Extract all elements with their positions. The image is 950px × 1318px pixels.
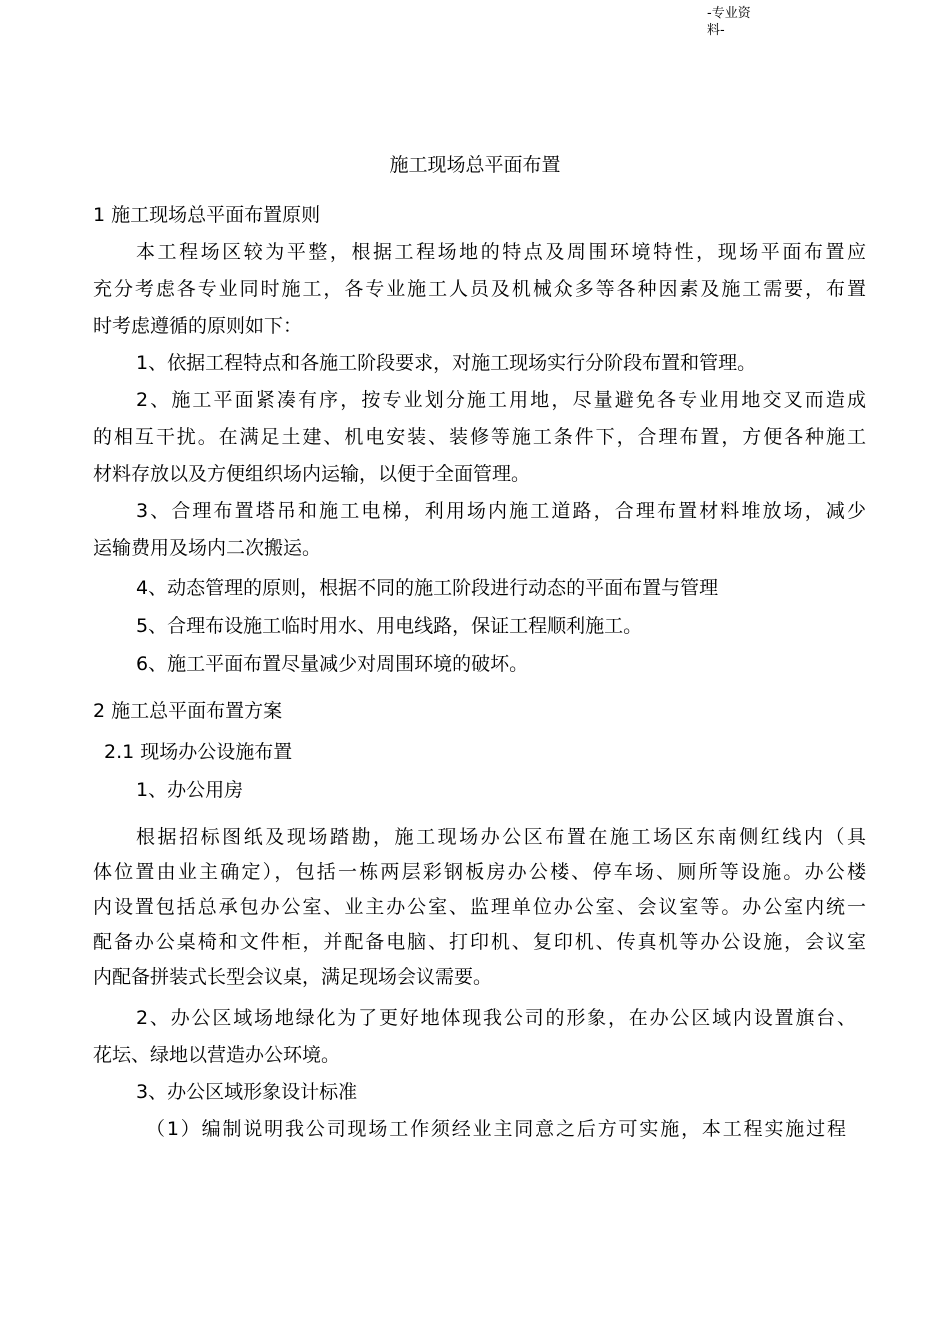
principle-item-2-line1: 2、施工平面紧凑有序，按专业划分施工用地，尽量避免各专业用地交叉而造成	[136, 389, 866, 411]
office-item-1-body-line4: 配备办公桌椅和文件柜，并配备电脑、打印机、复印机、传真机等办公设施，会议室	[93, 931, 866, 953]
header-note	[707, 5, 767, 39]
office-item-3-heading: 3、办公区域形象设计标准	[136, 1081, 358, 1103]
section1-intro-line2: 充分考虑各专业同时施工，各专业施工人员及机械众多等各种因素及施工需要，布置	[93, 278, 866, 300]
office-item-1-heading: 1、办公用房	[136, 779, 244, 801]
principle-item-3-line2: 运输费用及场内二次搬运。	[93, 537, 322, 559]
section1-intro-line1: 本工程场区较为平整，根据工程场地的特点及周围环境特性，现场平面布置应	[136, 241, 866, 263]
principle-item-6: 6、施工平面布置尽量减少对周围环境的破坏。	[136, 653, 529, 675]
principle-item-2-line2: 的相互干扰。在满足土建、机电安装、装修等施工条件下，合理布置，方便各种施工	[93, 426, 866, 448]
office-item-1-body-line1: 根据招标图纸及现场踏勘，施工现场办公区布置在施工场区东南侧红线内（具	[136, 826, 866, 848]
section1-intro-line3: 时考虑遵循的原则如下：	[93, 315, 303, 337]
office-item-3-sub1: （1）编制说明我公司现场工作须经业主同意之后方可实施，本工程实施过程	[146, 1118, 846, 1140]
principle-item-4: 4、动态管理的原则，根据不同的施工阶段进行动态的平面布置与管理	[136, 577, 719, 599]
header-note-line1: -专业资	[707, 6, 751, 21]
office-item-2-line1: 2、办公区域场地绿化为了更好地体现我公司的形象，在办公区域内设置旗台、	[136, 1007, 856, 1029]
header-note-line2: 料-	[707, 23, 725, 38]
principle-item-2-line3: 材料存放以及方便组织场内运输，以便于全面管理。	[93, 463, 531, 485]
principle-item-1: 1、依据工程特点和各施工阶段要求，对施工现场实行分阶段布置和管理。	[136, 352, 757, 374]
section1-heading: 1 施工现场总平面布置原则	[93, 204, 321, 226]
office-item-1-body-line2: 体位置由业主确定），包括一栋两层彩钢板房办公楼、停车场、厕所等设施。办公楼	[93, 861, 866, 883]
principle-item-5: 5、合理布设施工临时用水、用电线路，保证工程顺利施工。	[136, 615, 643, 637]
office-item-2-line2: 花坛、绿地以营造办公环境。	[93, 1044, 341, 1066]
section2-heading: 2 施工总平面布置方案	[93, 700, 283, 722]
office-item-1-body-line3: 内设置包括总承包办公室、业主办公室、监理单位办公室、会议室等。办公室内统一	[93, 896, 866, 918]
page-title: 施工现场总平面布置	[389, 154, 561, 176]
office-item-1-body-line5: 内配备拼装式长型会议桌，满足现场会议需要。	[93, 966, 493, 988]
principle-item-3-line1: 3、合理布置塔吊和施工电梯，利用场内施工道路，合理布置材料堆放场，减少	[136, 500, 866, 522]
section2-1-heading: 2.1 现场办公设施布置	[104, 741, 293, 763]
